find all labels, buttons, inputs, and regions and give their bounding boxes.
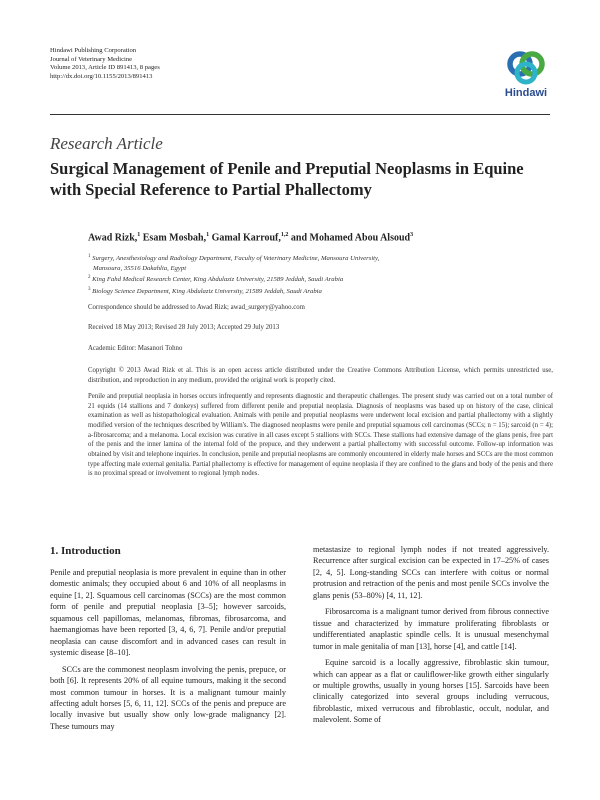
volume-info: Volume 2013, Article ID 891413, 8 pages xyxy=(50,64,160,72)
hindawi-logo-text: Hindawi xyxy=(504,87,548,99)
hindawi-logo-icon xyxy=(496,46,556,88)
author-name: and Mohamed Abou Alsoud xyxy=(290,232,411,244)
affiliation-item: $^2$ King Fahd Medical Research Center, King Abdulaziz University, 21589 Jeddah, Saudi Arabia xyxy=(88,275,344,284)
article-type: Research Article xyxy=(50,134,163,153)
header-rule xyxy=(50,114,550,115)
publisher-name: Hindawi Publishing Corporation xyxy=(50,47,137,54)
affiliation-item-continued: Mansoura, 35516 Dakahlia, Egypt xyxy=(93,264,187,272)
journal-name: Journal of Veterinary Medicine xyxy=(50,55,133,63)
body-column-right xyxy=(313,544,549,726)
abstract-text: Penile and preputial neoplasia in horses occurs infrequently and represents diagnostic and therapeutic challenges. The present study was carried out on a total number of 21 equids (14 stallions and 7 donkeys) suffered from different penile and preputial neoplasia. Diagnosis of neoplasms was based up on history of the case, clinical examination as well as histopathological evaluation. Animals with penile and preputial neoplasms were underwent local excision and partial phallectomy with a slightly modified version of the techniques described by William's. The diagnosed neoplasms were penile and preputial squamous cell carcinomas (SCCs; n = 15); sarcoid (n = 4); a-fibrosarcoma; and a melanoma. Local excision was curative in all cases except 5 stallions with SCCs. These stallions had extensive damage of the glans penis, free part of the penis and the inner lamina of the internal fold of the prepuce, and they underwent a partial phallectomy with successful outcome. Follow-up information was obtained by visit and telephone inquiries. In conclusion, penile and preputial neoplasms are commonly encountered in elderly male horses and SCCs are the most common type affecting male external genitalia. Partial phallectomy is effective for management of equine neoplasia if they are confined to the glans and body of the penis and there is no proximal spread or involvement to regional lymph nodes. xyxy=(88,393,553,478)
copyright-notice: Copyright © 2013 Awad Rizk et al. This is an open access article distributed under the Creative Commons Attribution License, which permits unrestricted use, distribution, and reproduction in any medium, provided the original work is properly cited. xyxy=(88,367,553,384)
body-paragraph: Equine sarcoid is a locally aggressive, fibroblastic skin tumour, which can appear as a flat or cauliflower-like growth either singularly or multiple growths, usually in young horses [15]. Sarcoids have been clinically categorized into several groups including verrucous, fibroblastic, mixed verrucous and fibroblastic, occult, nodular, and malevolent. Some of xyxy=(313,658,549,725)
body-paragraph: SCCs are the commonest neoplasm involving the penis, prepuce, or both [6]. It represents 20% of all equine tumours, making it the second most common tumour in horses. It is a malignant tumour mainly affecting adult horses [5, 6, 11, 12]. SCCs of the penis and prepuce are locally invasive but usually show only low-grade malignancy [2]. These tumours may xyxy=(50,664,286,731)
body-paragraph: Fibrosarcoma is a malignant tumor derived from fibrous connective tissue and characterized by immature proliferating fibroblasts or undifferentiated anaplastic spindle cells. It is unusual mesenchymal tumor in male genitalia of man [13], horse [4], and cattle [14]. xyxy=(313,607,549,651)
affiliation-item: $^1$ Surgery, Anesthesiology and Radiology Department, Faculty of Veterinary Medicine, Mansoura University, xyxy=(88,254,380,263)
author-affil-mark: 1,2 xyxy=(280,232,289,238)
hindawi-logo xyxy=(496,46,556,106)
academic-editor: Academic Editor: Masanori Tohno xyxy=(88,345,183,352)
affiliation-item: $^3$ Biology Science Department, King Abdulaziz University, 21589 Jeddah, Saudi Arabia xyxy=(88,287,322,296)
author-name: Esam Mosbah, xyxy=(142,232,207,244)
article-title: Surgical Management of Penile and Preputial Neoplasms in Equine with Special Reference to Partial Phallectomy xyxy=(50,159,524,199)
article-dates: Received 18 May 2013; Revised 28 July 2013; Accepted 29 July 2013 xyxy=(88,324,280,331)
correspondence: Correspondence should be addressed to Awad Rizk; awad_surgery@yahoo.com xyxy=(88,304,305,311)
author-list xyxy=(88,232,558,243)
author-affil-mark: 1 xyxy=(206,232,210,238)
publication-info xyxy=(50,47,160,81)
author-affil-mark: 3 xyxy=(410,232,414,238)
body-column-left xyxy=(50,544,286,732)
body-paragraph: metastasize to regional lymph nodes if not treated aggressively. Recurrence after surgical excision can be expected in 17–25% of cases [2, 4, 5]. Long-standing SCCs can interfere with coitus or normal protrusion and retraction of the penis and most penile SCCs involve the glans penis (53–80%) [4, 11, 12]. xyxy=(313,545,549,600)
author-affil-mark: 1 xyxy=(137,232,141,238)
body-paragraph: Penile and preputial neoplasia is more prevalent in equine than in other domestic animals; they occupied about 6 and 10% of all neoplasms in equine [1, 2]. Squamous cell carcinomas (SCCs) are the most common form of penile and preputial neoplasia [3–5]; however sarcoids, squamous cell papillomas, melanomas, fibromas, fibrosarcoma, and haemangiomas have been reported [3, 4, 6, 7]. Penile and/or preputial neoplasia can cause discomfort and in advanced cases can result in systemic disease [8–10]. xyxy=(50,568,286,658)
doi-link[interactable]: http://dx.doi.org/10.1155/2013/891413 xyxy=(50,72,153,80)
section-heading: 1. Introduction xyxy=(50,545,121,557)
affiliation-list xyxy=(88,252,558,297)
author-name: Gamal Karrouf, xyxy=(211,232,281,244)
author-name: Awad Rizk, xyxy=(88,232,138,244)
